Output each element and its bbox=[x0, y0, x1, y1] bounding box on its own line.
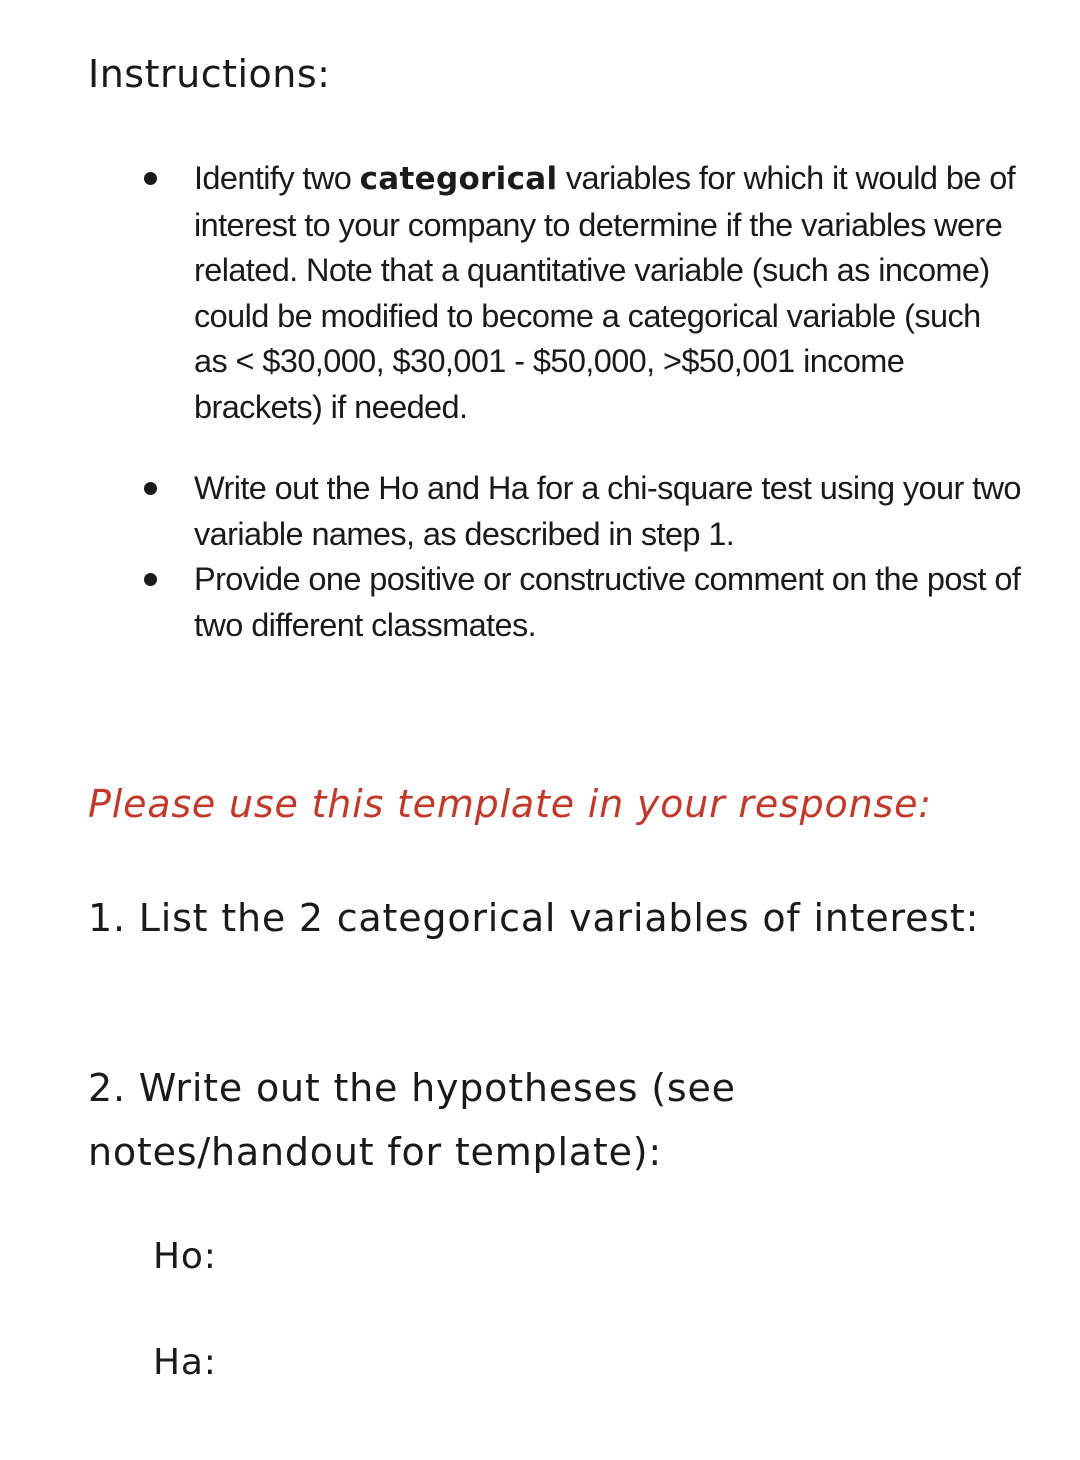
bullet-icon bbox=[144, 573, 157, 586]
bullet-icon bbox=[144, 172, 157, 185]
question-2: 2. Write out the hypotheses (see notes/handout for template): bbox=[88, 1066, 736, 1174]
ha-label: Ha: bbox=[153, 1342, 217, 1383]
list-item bbox=[142, 466, 1022, 557]
instructions-list bbox=[142, 156, 1022, 648]
list-item bbox=[142, 557, 1022, 648]
bullet-text: Provide one positive or constructive comment on the post of two different classmates. bbox=[194, 561, 1021, 643]
template-note: Please use this template in your response: bbox=[88, 782, 932, 826]
instructions-heading: Instructions: bbox=[88, 52, 331, 96]
bullet-text-suffix: variables for which it would be of interest to your company to determine if the variables were related. Note that a quantitative variable (such as income) could be modified to become a categorical variable (such as < $30,000, $30,001 - $50,000, >$50,001 income brackets) if needed. bbox=[194, 160, 1016, 425]
bullet-text-prefix: Identify two bbox=[194, 160, 360, 196]
list-item bbox=[142, 156, 1022, 430]
ho-label: Ho: bbox=[153, 1236, 217, 1277]
bullet-bold-term: categorical bbox=[359, 161, 558, 197]
bullet-icon bbox=[144, 482, 157, 495]
bullet-text: Write out the Ho and Ha for a chi-square test using your two variable names, as described in step 1. bbox=[194, 470, 1021, 552]
question-1: 1. List the 2 categorical variables of interest: bbox=[88, 896, 980, 940]
